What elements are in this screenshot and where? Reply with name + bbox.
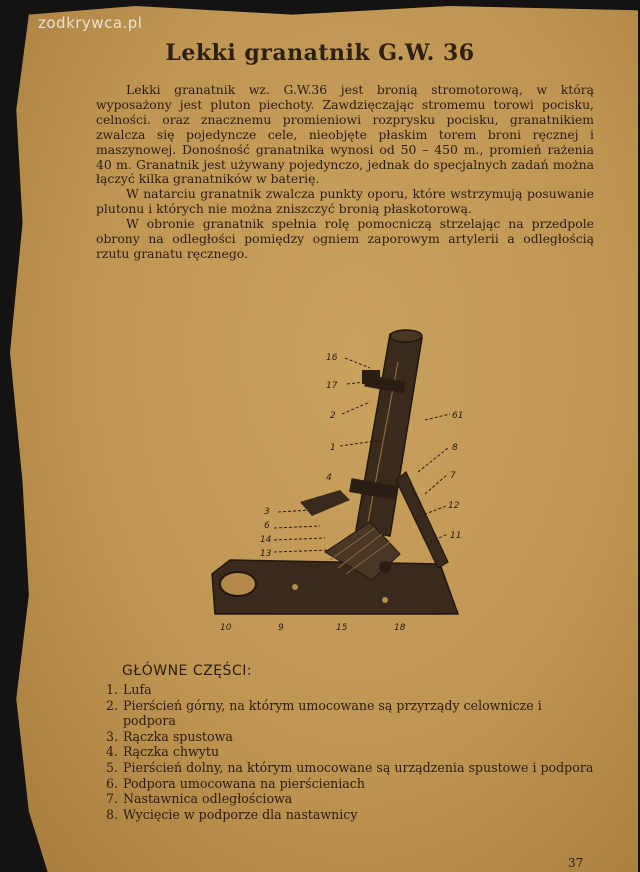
callout-label: 2	[330, 411, 336, 421]
item-number: 2.	[105, 697, 118, 713]
list-item	[96, 776, 596, 792]
callout-label: 10	[220, 623, 232, 633]
callout-label: 8	[452, 443, 458, 453]
callout-label: 13	[260, 549, 272, 559]
callout-label: 14	[260, 535, 272, 545]
callout-label: 18	[394, 623, 406, 633]
item-text: Pierścień dolny, na którym umocowane są urządzenia spustowe i podpora	[123, 759, 594, 775]
item-text: Podpora umocowana na pierścieniach	[123, 775, 365, 791]
item-number: 5.	[105, 759, 118, 775]
mortar-drawing	[200, 322, 470, 642]
item-number: 6.	[105, 775, 118, 791]
list-item	[96, 760, 596, 776]
page-title: Lekki granatnik G.W. 36	[165, 40, 475, 66]
item-text: Rączka spustowa	[123, 728, 233, 744]
list-item	[96, 807, 596, 823]
callout-label: 61	[452, 411, 464, 421]
item-number: 1.	[105, 682, 118, 697]
item-text: Lufa	[123, 682, 152, 697]
parts-list	[96, 682, 596, 822]
item-number: 4.	[105, 744, 118, 760]
watermark: zodkrywca.pl	[38, 14, 143, 32]
list-item	[96, 791, 596, 807]
item-number: 7.	[105, 791, 118, 807]
paragraph: W natarciu granatnik zwalcza punkty oporu, które wstrzymują posuwanie plutonu i których nie można zniszczyć bronią płaskotorową.	[96, 186, 594, 217]
page-number: 37	[568, 856, 584, 870]
item-text: Nastawnica odległościowa	[123, 791, 293, 807]
item-text: Rączka chwytu	[123, 744, 220, 760]
paragraph: W obronie granatnik spełnia rolę pomocniczą strzelając na przedpole obrony na odległości pomiędzy ogniem zaporowym artylerii a odległością rzutu granatu ręcznego.	[96, 216, 594, 261]
paragraph: Lekki granatnik wz. G.W.36 jest bronią stromotorową, w którą wyposażony jest pluton piechoty. Zawdzięczając stromemu torowi pocisku, celności. oraz znacznemu promieniowi rozprysku pocisku, granatnikiem zwalcza się pojedyncze cele, nieobjęte płaskim torem broni ręcznej i maszynowej. Donośność granatnika wynosi od 50 – 450 m., promień rażenia 40 m. Granatnik jest używany pojedynczo, jednak do specjalnych zadań można łączyć kilka granatników w baterię.	[96, 82, 594, 187]
item-number: 8.	[105, 806, 118, 822]
callout-label: 1	[330, 443, 336, 453]
callout-label: 15	[336, 623, 348, 633]
mortar-illustration	[200, 322, 470, 642]
callout-label: 9	[278, 623, 284, 633]
callout-label: 4	[326, 473, 332, 483]
list-item	[96, 682, 596, 698]
callout-label: 6	[264, 521, 270, 531]
item-text: Pierścień górny, na którym umocowane są przyrządy celownicze i podpora	[123, 697, 542, 729]
callout-label: 12	[448, 501, 460, 511]
callout-label: 7	[450, 471, 456, 481]
item-number: 3.	[105, 728, 118, 744]
body-text	[96, 83, 594, 262]
list-item	[96, 744, 596, 760]
item-text: Wycięcie w podporze dla nastawnicy	[123, 806, 358, 822]
parts-heading: GŁÓWNE CZĘŚCI:	[122, 663, 253, 679]
callout-label: 17	[326, 381, 338, 391]
callout-label: 16	[326, 353, 338, 363]
list-item	[96, 729, 596, 745]
callout-label: 11	[450, 531, 462, 541]
list-item	[96, 698, 596, 729]
callout-label: 3	[264, 507, 270, 517]
